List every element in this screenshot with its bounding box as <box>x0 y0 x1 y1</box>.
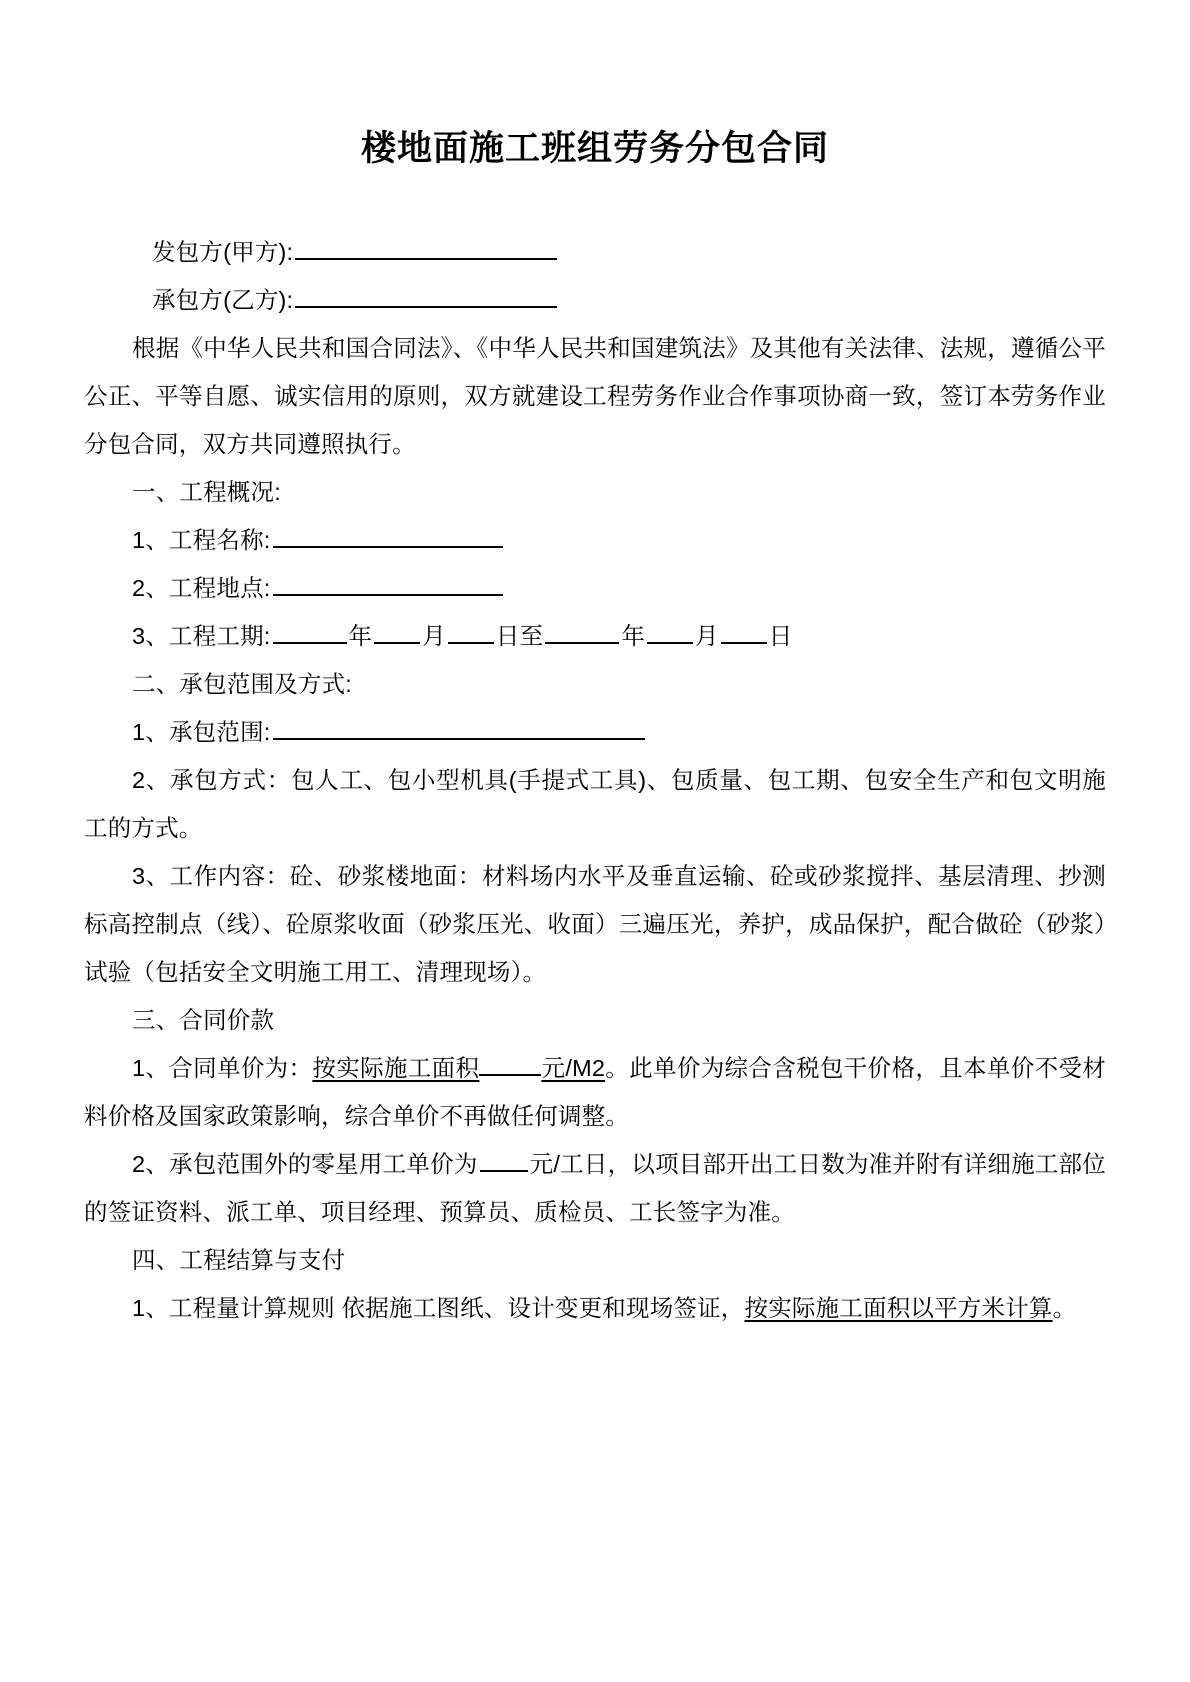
item-unit-price-rest: 。此单价为综合含税包干价格，且本单价不受材料价格及国家政策影响，综合单价不再做任何调整。 <box>84 1054 1107 1129</box>
unit-year-start: 年 <box>348 622 373 649</box>
item-unit-price-lead: 1、合同单价为： <box>132 1054 313 1081</box>
unit-day-start: 日 <box>495 622 520 649</box>
item-unit-price-unit: 元/M2 <box>541 1054 606 1081</box>
preamble-paragraph: 根据《中华人民共和国合同法》、《中华人民共和国建筑法》及其他有关法律、法规，遵循公平公正、平等自愿、诚实信用的原则，双方就建设工程劳务作业合作事项协商一致，签订本劳务作业分包合同，双方共同遵照执行。 <box>84 334 1106 457</box>
end-month-blank[interactable] <box>647 619 693 644</box>
duration-connector: 至 <box>519 622 544 649</box>
item-project-location-blank[interactable] <box>273 571 503 596</box>
party-line-contractor <box>84 276 1106 324</box>
item-contract-scope-label: 1、承包范围: <box>132 718 271 745</box>
item-quantity-rule-rest: 。 <box>1052 1294 1077 1321</box>
item-extra-labor-blank[interactable] <box>480 1147 528 1172</box>
section-heading-1: 一、工程概况: <box>132 478 281 505</box>
party-label-employer: 发包方(甲方): <box>152 238 294 265</box>
item-project-duration-label: 3、工程工期: <box>132 622 271 649</box>
item-quantity-rule-lead: 1、工程量计算规则 依据施工图纸、设计变更和现场签证， <box>132 1294 745 1321</box>
item-unit-price-blank[interactable] <box>479 1051 541 1076</box>
start-month-blank[interactable] <box>374 619 420 644</box>
item-quantity-rule-underlined: 按实际施工面积以平方米计算 <box>744 1294 1053 1321</box>
unit-month-start: 月 <box>422 622 446 649</box>
party-line-employer <box>84 228 1106 276</box>
end-year-blank[interactable] <box>545 619 619 644</box>
section-heading-3: 三、合同价款 <box>132 1006 275 1033</box>
item-contract-scope-blank[interactable] <box>273 715 645 740</box>
document-body <box>84 228 1106 1332</box>
item-project-location <box>84 564 1106 612</box>
item-project-duration <box>84 612 1106 660</box>
item-contract-method: 2、承包方式：包人工、包小型机具(手提式工具)、包质量、包工期、包安全生产和包文明施工的方式。 <box>84 766 1106 841</box>
start-year-blank[interactable] <box>273 619 347 644</box>
item-quantity-rule <box>84 1284 1106 1332</box>
section-heading-4: 四、工程结算与支付 <box>132 1246 346 1273</box>
item-extra-labor-rest: ，以项目部开出工日数为准并附有详细施工部位的签证资料、派工单、项目经理、预算员、质检员、工长签字为准。 <box>84 1150 1106 1225</box>
item-project-location-label: 2、工程地点: <box>132 574 271 601</box>
item-extra-labor-lead: 2、承包范围外的零星用工单价为 <box>132 1150 478 1177</box>
item-contract-scope <box>84 708 1106 756</box>
item-work-content: 3、工作内容：砼、砂浆楼地面：材料场内水平及垂直运输、砼或砂浆搅拌、基层清理、抄测标高控制点（线）、砼原浆收面（砂浆压光、收面）三遍压光，养护，成品保护，配合做砼（砂浆）试验（包括安全文明施工用工、清理现场）。 <box>84 862 1106 985</box>
item-unit-price <box>84 1044 1106 1140</box>
unit-day-end: 日 <box>768 622 793 649</box>
item-extra-labor-price <box>84 1140 1106 1236</box>
end-day-blank[interactable] <box>721 619 767 644</box>
party-label-contractor: 承包方(乙方): <box>152 286 294 313</box>
unit-year-end: 年 <box>621 622 646 649</box>
page-title: 楼地面施工班组劳务分包合同 <box>360 129 829 168</box>
item-project-name-blank[interactable] <box>273 523 503 548</box>
party-contractor-blank[interactable] <box>295 283 557 308</box>
item-project-name <box>84 516 1106 564</box>
item-extra-labor-unit: 元/工日 <box>529 1150 608 1177</box>
item-project-name-label: 1、工程名称: <box>132 526 271 553</box>
start-day-blank[interactable] <box>448 619 494 644</box>
party-employer-blank[interactable] <box>295 235 557 260</box>
item-unit-price-basis: 按实际施工面积 <box>312 1054 480 1081</box>
unit-month-end: 月 <box>695 622 719 649</box>
section-heading-2: 二、承包范围及方式: <box>132 670 353 697</box>
